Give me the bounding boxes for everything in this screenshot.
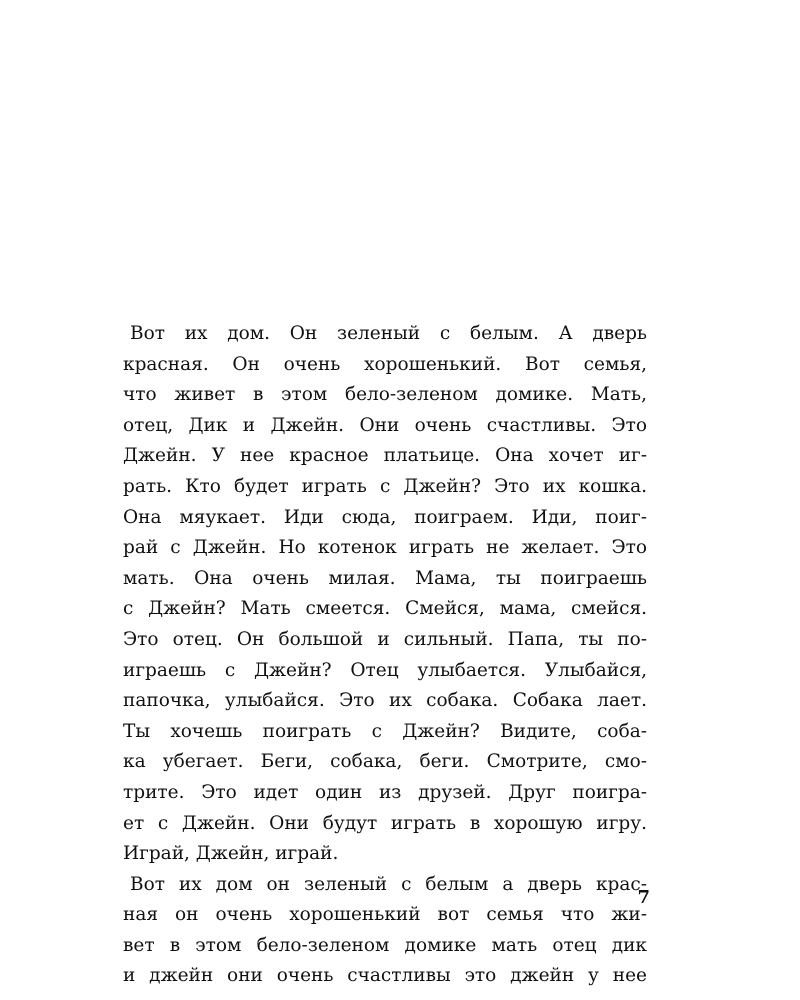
- text-line: рай с Джейн. Но котенок играть не желает. Это: [123, 537, 647, 559]
- text-line: играешь с Джейн? Отец улыбается. Улыбайся,: [123, 659, 647, 681]
- text-line: с Джейн? Мать смеется. Смейся, мама, смейся.: [123, 598, 647, 620]
- text-line: отец, Дик и Джейн. Они очень счастливы. Это: [123, 414, 647, 436]
- text-line: вет в этом бело-зеленом домике мать отец дик: [123, 934, 647, 956]
- body-text: [123, 319, 647, 992]
- text-line: Вот их дом. Он зеленый с белым. А дверь: [130, 323, 647, 344]
- paragraph-1: [123, 319, 647, 870]
- text-line: рать. Кто будет играть с Джейн? Это их кошка.: [123, 475, 647, 497]
- text-line: папочка, улыбайся. Это их собака. Собака лает.: [123, 690, 647, 712]
- text-line: и джейн они очень счастливы это джейн у нее: [123, 965, 647, 987]
- text-line: Ты хочешь поиграть с Джейн? Видите, соба-: [123, 720, 647, 742]
- text-line: ная он очень хорошенький вот семья что жи-: [123, 904, 647, 926]
- text-line: мать. Она очень милая. Мама, ты поиграешь: [123, 567, 647, 589]
- text-line: что живет в этом бело-зеленом домике. Мать,: [123, 384, 647, 406]
- text-line: Она мяукает. Иди сюда, поиграем. Иди, поиг-: [123, 506, 647, 528]
- text-line: ет с Джейн. Они будут играть в хорошую игру.: [123, 812, 647, 834]
- paragraph-2: [123, 870, 647, 992]
- text-line: ка убегает. Беги, собака, беги. Смотрите, смо-: [123, 751, 647, 773]
- text-line: Это отец. Он большой и сильный. Папа, ты по-: [123, 628, 647, 650]
- text-line: красная. Он очень хорошенький. Вот семья,: [123, 353, 647, 375]
- text-line: трите. Это идет один из друзей. Друг поигра-: [123, 781, 647, 803]
- text-line: Играй, Джейн, играй.: [123, 843, 339, 865]
- text-line: Джейн. У нее красное платьице. Она хочет иг-: [123, 445, 647, 467]
- page-number: 7: [637, 887, 650, 908]
- text-line: Вот их дом он зеленый с белым а дверь крас-: [130, 873, 647, 895]
